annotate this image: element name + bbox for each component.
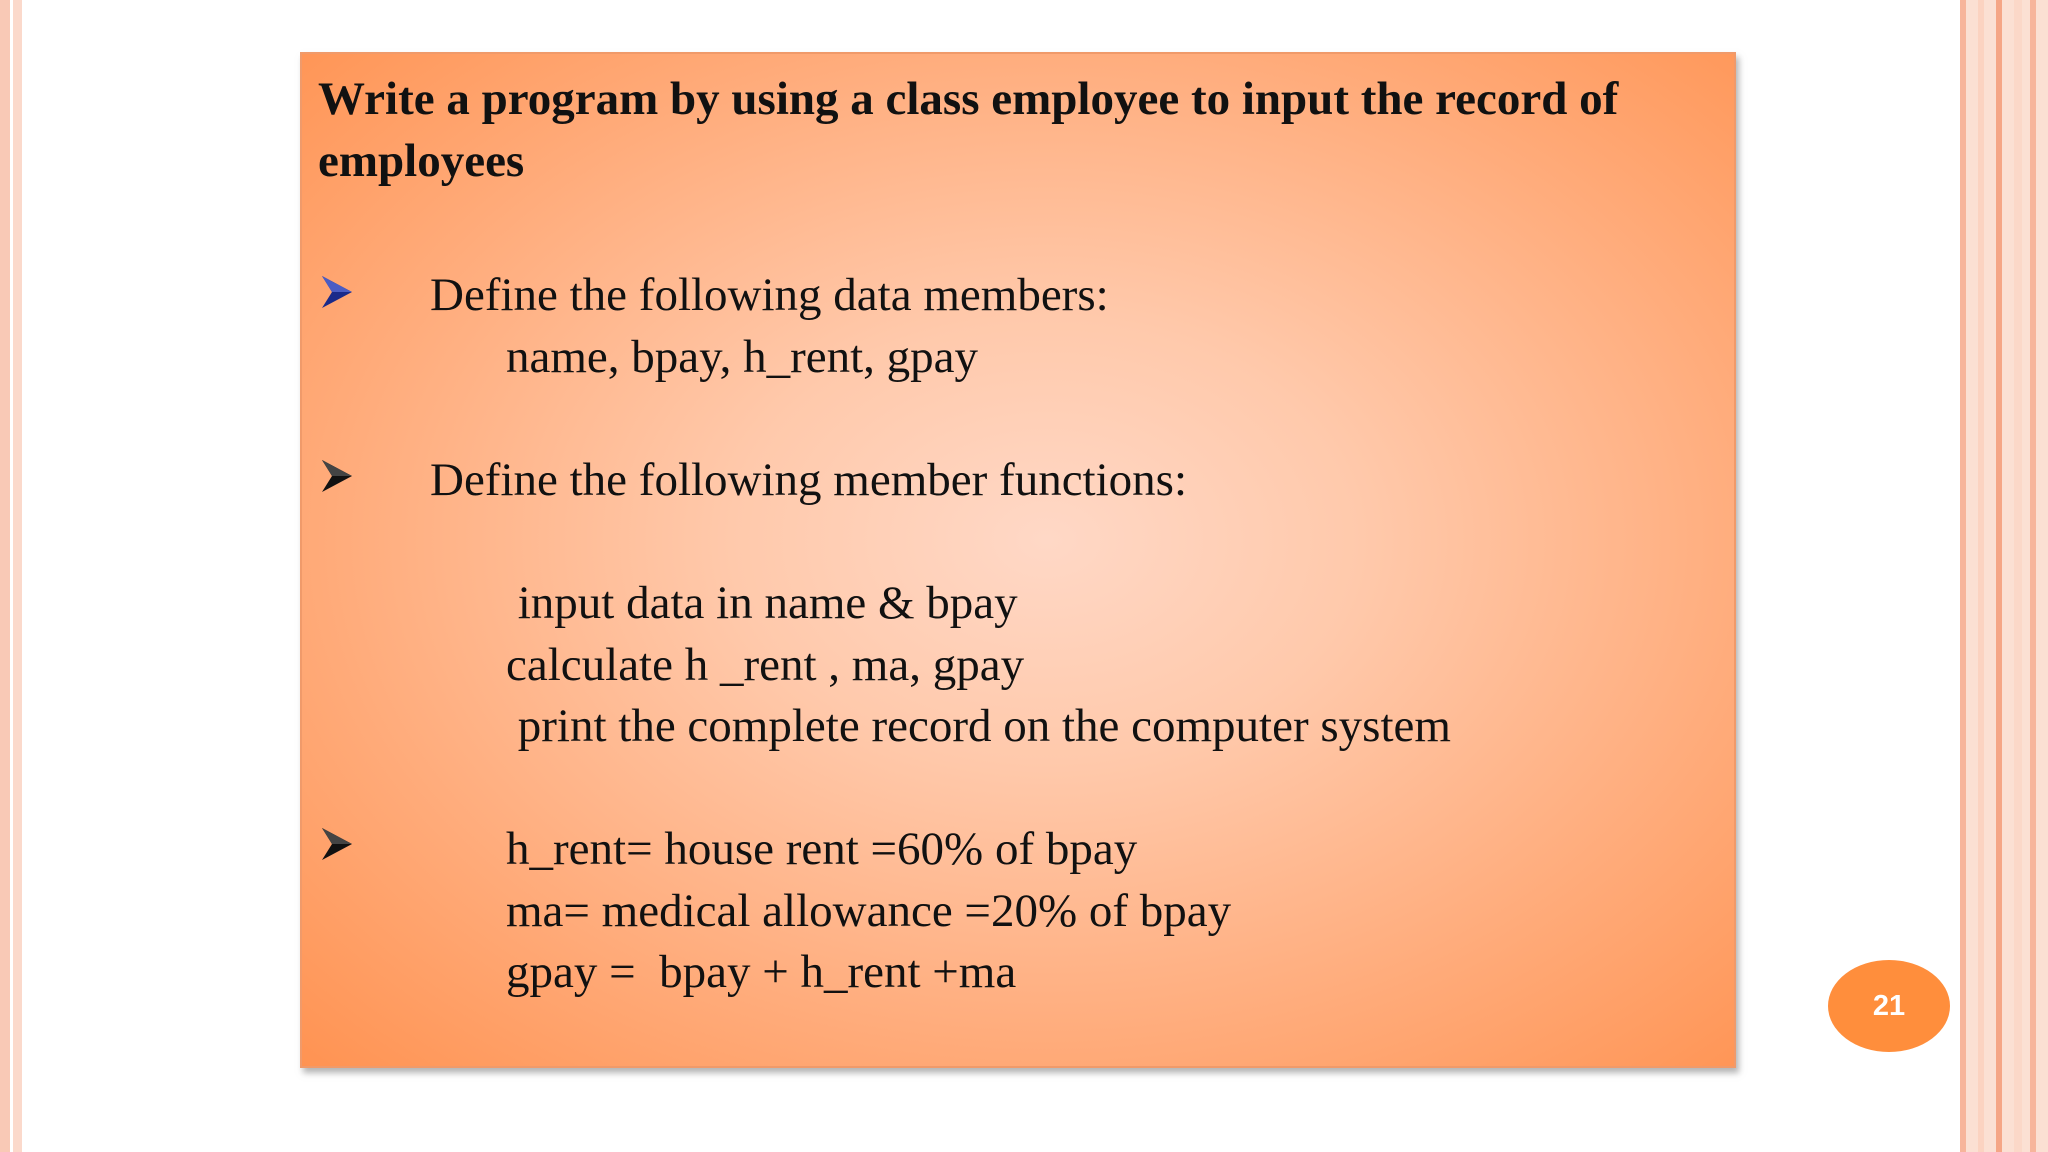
bullet-2-line-4: print the complete record on the computer system: [506, 700, 1451, 752]
bullet-2-line-3: calculate h _rent , ma, gpay: [506, 639, 1025, 691]
bullet-2-line-2: input data in name & bpay: [506, 577, 1018, 629]
left-decorative-stripe: [0, 0, 10, 1152]
right-decorative-line: [1996, 0, 2002, 1152]
bullet-3-line-1: h_rent= house rent =60% of bpay: [506, 823, 1138, 875]
right-decorative-line: [1978, 0, 1984, 1152]
bullet-2-line-1: Define the following member functions:: [430, 454, 1188, 506]
bullet-3-line-3: gpay = bpay + h_rent +ma: [506, 946, 1017, 998]
right-decorative-line: [2030, 0, 2036, 1152]
arrow-bullet-icon: [320, 826, 354, 862]
arrow-bullet-icon: [320, 274, 354, 310]
right-decorative-line: [1960, 0, 1966, 1152]
bullet-1-line-1: Define the following data members:: [430, 269, 1109, 321]
slide-title: Write a program by using a class employee to input the record of employees: [318, 73, 1619, 187]
left-decorative-stripe-inner: [13, 0, 22, 1152]
content-box: [300, 52, 1736, 1068]
arrow-bullet-icon: [320, 458, 354, 494]
right-decorative-line: [2014, 0, 2022, 1152]
bullet-3-line-2: ma= medical allowance =20% of bpay: [506, 885, 1232, 937]
bullet-1-line-2: name, bpay, h_rent, gpay: [506, 331, 979, 383]
page-number-badge: 21: [1828, 960, 1950, 1052]
